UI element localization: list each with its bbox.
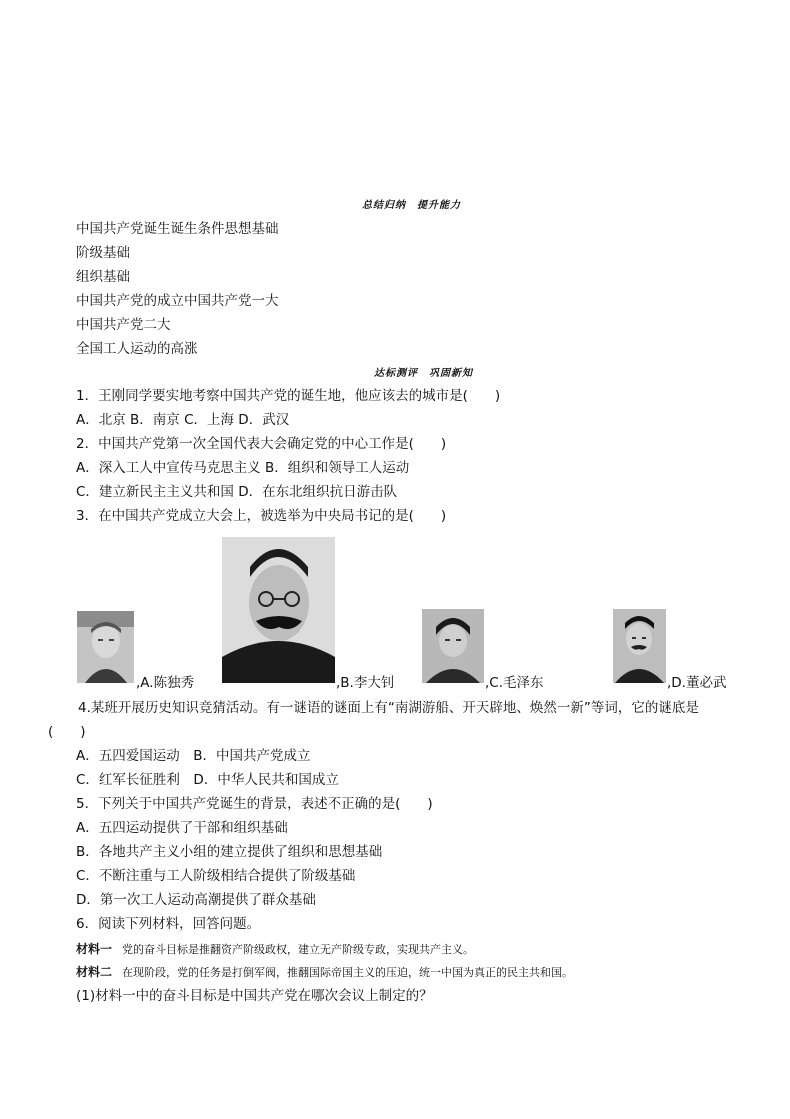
q6-stem: 6．阅读下列材料，回答问题。 bbox=[76, 916, 261, 932]
q5-stem: 5．下列关于中国共产党诞生的背景，表述不正确的是( ) bbox=[76, 796, 433, 812]
q1-options: A．北京 B．南京 C．上海 D．武汉 bbox=[76, 412, 290, 428]
summary-line-4: 中国共产党的成立中国共产党一大 bbox=[76, 293, 279, 309]
q2-stem: 2．中国共产党第一次全国代表大会确定党的中心工作是( ) bbox=[76, 436, 447, 452]
q6-material-1 bbox=[76, 940, 474, 957]
q5-option-d: D．第一次工人运动高潮提供了群众基础 bbox=[76, 892, 316, 908]
q3-option-d: ,D.董必武 bbox=[667, 675, 727, 691]
q5-option-a: A．五四运动提供了干部和组织基础 bbox=[76, 820, 288, 836]
summary-line-3: 组织基础 bbox=[76, 269, 130, 285]
material-1-text: 党的奋斗目标是推翻资产阶级政权，建立无产阶级专政，实现共产主义。 bbox=[122, 943, 475, 956]
q5-option-c: C．不断注重与工人阶级相结合提供了阶级基础 bbox=[76, 868, 356, 884]
q3-option-c: ,C.毛泽东 bbox=[485, 675, 544, 691]
material-1-label: 材料一 bbox=[76, 942, 113, 956]
summary-line-1: 中国共产党诞生诞生条件思想基础 bbox=[76, 221, 279, 237]
summary-line-2: 阶级基础 bbox=[76, 245, 130, 261]
test-heading: 达标测评 巩固新知 bbox=[374, 368, 473, 379]
material-2-text: 在现阶段，党的任务是打倒军阀，推翻国际帝国主义的压迫，统一中国为真正的民主共和国。 bbox=[122, 966, 574, 979]
q2-options-line1: A．深入工人中宣传马克思主义 B．组织和领导工人运动 bbox=[76, 460, 410, 476]
material-2-label: 材料二 bbox=[76, 965, 113, 979]
q3-option-a: ,A.陈独秀 bbox=[136, 675, 195, 691]
portrait-chen-duxiu-photo bbox=[77, 611, 134, 683]
q1-stem: 1．王刚同学要实地考察中国共产党的诞生地，他应该去的城市是( ) bbox=[76, 388, 501, 404]
q6-sub-question-1: (1)材料一中的奋斗目标是中国共产党在哪次会议上制定的？ bbox=[76, 988, 433, 1004]
q6-material-2 bbox=[76, 963, 573, 980]
summary-line-6: 全国工人运动的高涨 bbox=[76, 341, 198, 357]
q3-stem: 3．在中国共产党成立大会上，被选举为中央局书记的是( ) bbox=[76, 508, 447, 524]
portrait-li-dazhao-photo bbox=[222, 537, 335, 683]
q4-stem-line2: ( ) bbox=[48, 724, 86, 740]
q5-option-b: B．各地共产主义小组的建立提供了组织和思想基础 bbox=[76, 844, 383, 860]
q2-options-line2: C．建立新民主主义共和国 D．在东北组织抗日游击队 bbox=[76, 484, 398, 500]
summary-heading: 总结归纳 提升能力 bbox=[362, 200, 461, 211]
q3-option-b: ,B.李大钊 bbox=[336, 675, 395, 691]
q4-stem-line1: 4.某班开展历史知识竞猜活动。有一谜语的谜面上有“南湖游船、开天辟地、焕然一新”等词，它的谜底是 bbox=[78, 700, 699, 716]
portrait-dong-biwu-photo bbox=[613, 609, 666, 683]
q4-options-line2: C．红军长征胜利 D．中华人民共和国成立 bbox=[76, 772, 339, 788]
portrait-mao-zedong-photo bbox=[422, 609, 484, 683]
q4-options-line1: A．五四爱国运动 B．中国共产党成立 bbox=[76, 748, 311, 764]
summary-line-5: 中国共产党二大 bbox=[76, 317, 171, 333]
